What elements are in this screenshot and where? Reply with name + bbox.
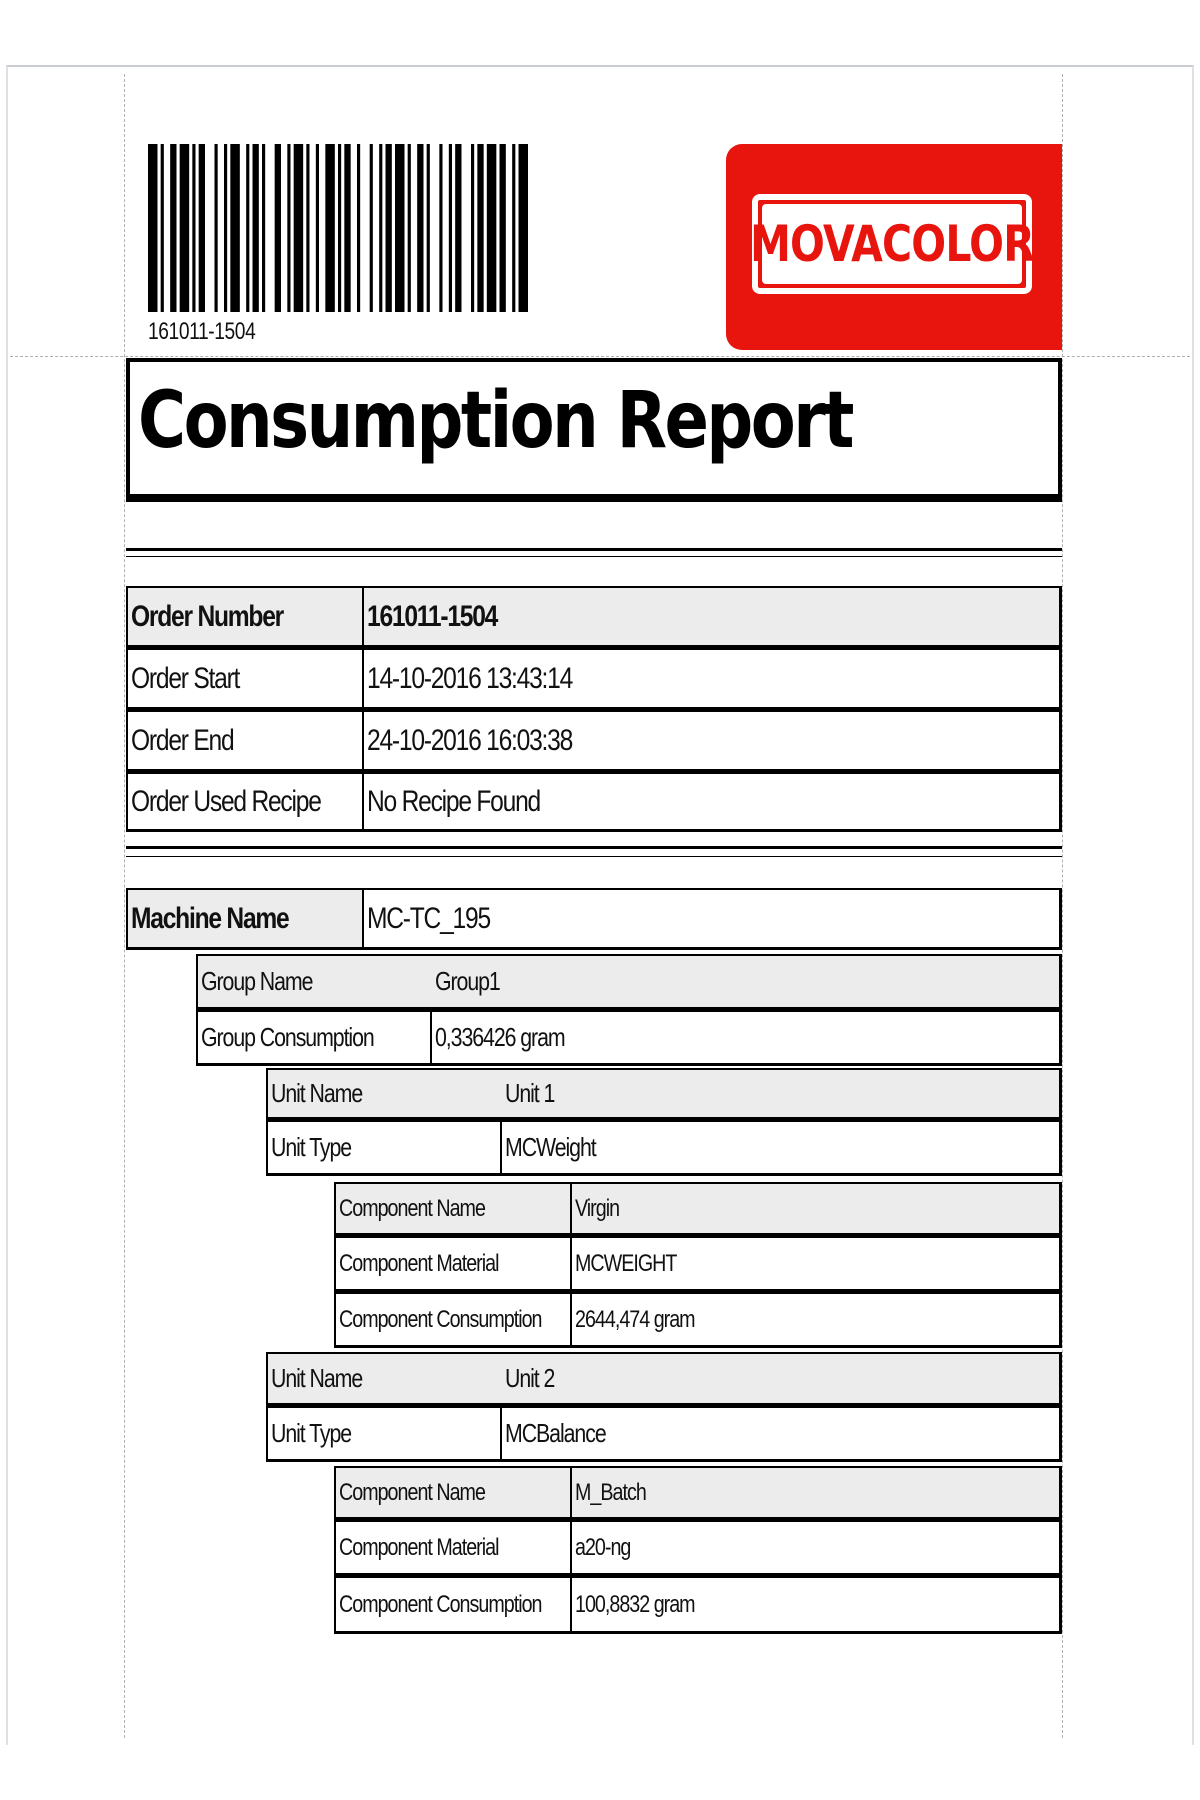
barcode-bar xyxy=(417,144,423,312)
order-end-value: 24-10-2016 16:03:38 xyxy=(367,723,573,757)
unit-type-value: MCWeight xyxy=(505,1132,596,1162)
barcode-bar xyxy=(379,144,382,312)
separator-rule-thin xyxy=(126,556,1062,557)
barcode-bar xyxy=(294,144,304,312)
right-margin-guide xyxy=(1062,74,1063,1738)
machine-name-value: MC-TC_195 xyxy=(367,901,490,935)
order-start-value: 14-10-2016 13:43:14 xyxy=(367,661,573,695)
component-name-row xyxy=(334,1182,1062,1236)
barcode-bar xyxy=(449,144,452,312)
group-consumption-value: 0,336426 gram xyxy=(435,1022,565,1052)
machine-name-label: Machine Name xyxy=(128,890,364,947)
unit-type-row xyxy=(266,1406,1062,1462)
order-end-label: Order End xyxy=(128,712,364,769)
component-material-value: MCWEIGHT xyxy=(575,1249,677,1277)
barcode-bar xyxy=(477,144,483,312)
group-consumption-row xyxy=(196,1010,1062,1066)
component-consumption-value: 2644,474 gram xyxy=(575,1305,695,1333)
barcode-bar xyxy=(439,144,442,312)
unit-type-label: Unit Type xyxy=(268,1122,502,1173)
unit-name-row xyxy=(266,1068,1062,1120)
component-name-value: M_Batch xyxy=(575,1478,646,1506)
unit-type-label: Unit Type xyxy=(268,1408,502,1459)
component-material-row xyxy=(334,1236,1062,1292)
order-end-row xyxy=(126,710,1062,772)
separator-rule xyxy=(126,846,1062,849)
unit-type-value: MCBalance xyxy=(505,1418,606,1448)
group-name-label: Group Name xyxy=(201,966,313,996)
order-recipe-value: No Recipe Found xyxy=(367,784,540,818)
barcode-bar xyxy=(148,144,158,312)
barcode-bar xyxy=(471,144,474,312)
order-number-label: Order Number xyxy=(128,588,364,645)
component-consumption-row xyxy=(334,1576,1062,1634)
barcode-bar xyxy=(500,144,506,312)
order-recipe-row xyxy=(126,772,1062,832)
barcode-number: 161011-1504 xyxy=(148,318,256,345)
movacolor-logo xyxy=(726,144,1062,350)
unit-type-row xyxy=(266,1120,1062,1176)
barcode-bar xyxy=(386,144,392,312)
barcode-bar xyxy=(395,144,405,312)
barcode-bar xyxy=(275,144,281,312)
component-consumption-value: 100,8832 gram xyxy=(575,1590,695,1618)
barcode-bar xyxy=(325,144,335,312)
barcode-bar xyxy=(262,144,265,312)
barcode-bar xyxy=(357,144,360,312)
component-name-label: Component Name xyxy=(336,1184,572,1233)
report-title: Consumption Report xyxy=(138,376,852,466)
barcode-bar xyxy=(230,144,240,312)
logo-frame xyxy=(752,194,1032,294)
barcode-bar xyxy=(161,144,164,312)
barcode-bar xyxy=(344,144,350,312)
order-start-label: Order Start xyxy=(128,650,364,707)
barcode-bar xyxy=(180,144,190,312)
unit-name-label: Unit Name xyxy=(271,1078,363,1108)
barcode-bar xyxy=(338,144,341,312)
component-name-value: Virgin xyxy=(575,1194,620,1222)
barcode-bar xyxy=(246,144,249,312)
barcode-bar xyxy=(253,144,259,312)
group-consumption-label: Group Consumption xyxy=(198,1012,432,1063)
separator-rule xyxy=(126,548,1062,551)
component-consumption-row xyxy=(334,1292,1062,1348)
barcode-bar xyxy=(215,144,218,312)
barcode-image xyxy=(148,144,528,312)
logo-text: MOVACOLOR xyxy=(750,215,1034,273)
barcode-bar xyxy=(170,144,176,312)
barcode-bar xyxy=(192,144,195,312)
unit-name-value: Unit 2 xyxy=(505,1363,555,1393)
component-name-row xyxy=(334,1466,1062,1520)
barcode-bar xyxy=(224,144,227,312)
component-material-label: Component Material xyxy=(336,1522,572,1573)
barcode-bar xyxy=(408,144,411,312)
barcode-bar xyxy=(287,144,290,312)
component-material-value: a20-ng xyxy=(575,1533,631,1561)
barcode-bar xyxy=(199,144,205,312)
component-material-row xyxy=(334,1520,1062,1576)
component-material-label: Component Material xyxy=(336,1238,572,1289)
header-margin-guide xyxy=(10,356,1190,357)
report-title-box xyxy=(126,358,1062,502)
component-consumption-label: Component Consumption xyxy=(336,1578,572,1631)
order-number-row xyxy=(126,586,1062,648)
barcode-bar xyxy=(370,144,373,312)
order-start-row xyxy=(126,648,1062,710)
barcode-bar xyxy=(316,144,319,312)
group-name-row xyxy=(196,954,1062,1010)
component-consumption-label: Component Consumption xyxy=(336,1294,572,1345)
order-recipe-label: Order Used Recipe xyxy=(128,774,364,829)
unit-name-label: Unit Name xyxy=(271,1363,363,1393)
group-name-value: Group1 xyxy=(435,966,500,996)
unit-name-value: Unit 1 xyxy=(505,1078,555,1108)
barcode-bar xyxy=(512,144,515,312)
barcode-bar xyxy=(519,144,529,312)
order-number-value: 161011-1504 xyxy=(367,599,498,633)
separator-rule-thin xyxy=(126,856,1062,857)
unit-name-row xyxy=(266,1352,1062,1406)
left-margin-guide xyxy=(124,74,125,1738)
barcode-bar xyxy=(455,144,461,312)
barcode-bar xyxy=(306,144,309,312)
barcode-bar xyxy=(427,144,430,312)
machine-name-row xyxy=(126,888,1062,950)
component-name-label: Component Name xyxy=(336,1468,572,1517)
barcode-bar xyxy=(487,144,497,312)
